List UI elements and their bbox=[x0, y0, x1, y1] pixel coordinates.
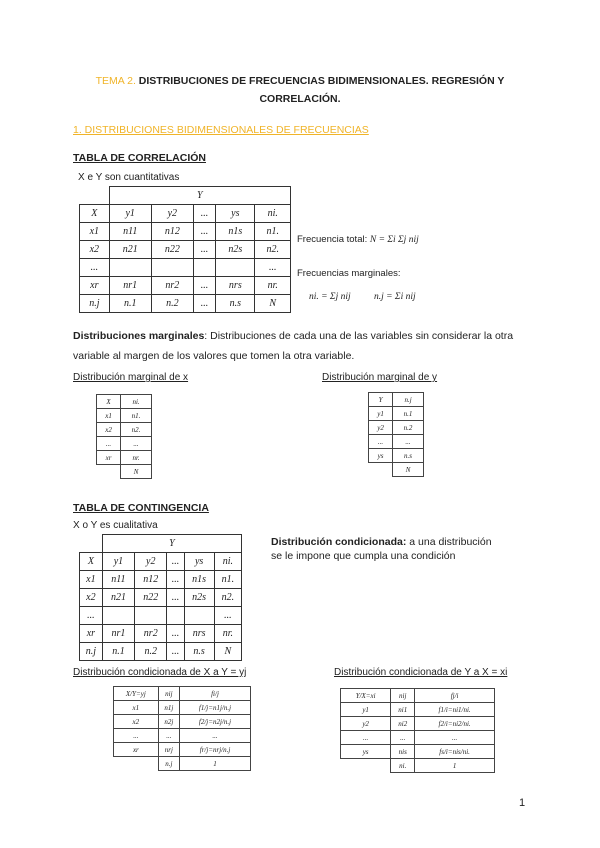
table-cell: ys bbox=[341, 745, 391, 759]
table-cell: N bbox=[255, 295, 291, 313]
table-cell: n.s bbox=[184, 643, 214, 661]
table-cell: f2/j=n2j/n.j bbox=[180, 715, 251, 729]
table-cell: Y/X=xi bbox=[341, 689, 391, 703]
table-cell: n21 bbox=[102, 589, 134, 607]
table-row bbox=[114, 687, 251, 701]
table-cell: y2 bbox=[135, 553, 167, 571]
table-cell: nr. bbox=[121, 451, 152, 465]
table-row bbox=[80, 625, 242, 643]
table-cell: x1 bbox=[97, 409, 121, 423]
table-cell: ni. bbox=[255, 205, 291, 223]
table-cell: n2s bbox=[216, 241, 255, 259]
table-cell bbox=[184, 607, 214, 625]
table-cell: ... bbox=[167, 625, 184, 643]
table-row bbox=[80, 223, 291, 241]
table-cell: nrj bbox=[158, 743, 179, 757]
table-cell: fi/j bbox=[180, 687, 251, 701]
table-cell: n21 bbox=[109, 241, 151, 259]
table-cell: y2 bbox=[151, 205, 193, 223]
table-cell bbox=[97, 465, 121, 479]
table-cell: ... bbox=[193, 295, 215, 313]
table-cell: n.1 bbox=[393, 407, 424, 421]
table-cell bbox=[80, 535, 103, 553]
table-row bbox=[80, 277, 291, 295]
table-cell: n1s bbox=[216, 223, 255, 241]
table-cell: n.j bbox=[80, 643, 103, 661]
table-cell: ... bbox=[193, 223, 215, 241]
table-cell: nij bbox=[391, 689, 415, 703]
table-cell: n2. bbox=[121, 423, 152, 437]
table-cell: ... bbox=[255, 259, 291, 277]
table-cell: ni. bbox=[391, 759, 415, 773]
table-row bbox=[80, 241, 291, 259]
table-cell: nrs bbox=[216, 277, 255, 295]
freq-total bbox=[297, 234, 419, 245]
table-row bbox=[341, 731, 495, 745]
table-cell: x1 bbox=[114, 701, 159, 715]
table-row bbox=[114, 743, 251, 757]
table-row bbox=[80, 295, 291, 313]
table-cell bbox=[102, 607, 134, 625]
table-cell bbox=[341, 759, 391, 773]
table-cell: nrs bbox=[184, 625, 214, 643]
table-cell: ni1 bbox=[391, 703, 415, 717]
table-cell: n.2 bbox=[151, 295, 193, 313]
table-cell: n.1 bbox=[109, 295, 151, 313]
table-cell: xr bbox=[97, 451, 121, 465]
table-cell: f2/i=ni2/ni. bbox=[415, 717, 495, 731]
table-cell: ys bbox=[369, 449, 393, 463]
table-cell: n22 bbox=[135, 589, 167, 607]
marginal-paragraph bbox=[73, 326, 533, 366]
table-cell: n2. bbox=[255, 241, 291, 259]
table-cell: ... bbox=[80, 607, 103, 625]
table-cell: ni. bbox=[121, 395, 152, 409]
table-cell: nr2 bbox=[135, 625, 167, 643]
correlation-note: X e Y son cuantitativas bbox=[78, 172, 180, 183]
table-cell: ... bbox=[341, 731, 391, 745]
table-cell: Y bbox=[369, 393, 393, 407]
table-cell: ... bbox=[180, 729, 251, 743]
table-cell: X bbox=[97, 395, 121, 409]
table-cell: ... bbox=[80, 259, 110, 277]
table-row bbox=[80, 589, 242, 607]
table-cell: nr1 bbox=[102, 625, 134, 643]
table-cell bbox=[369, 463, 393, 477]
table-cell bbox=[167, 607, 184, 625]
table-cell: ni. bbox=[214, 553, 241, 571]
table-cell: nr. bbox=[255, 277, 291, 295]
table-cell: y1 bbox=[102, 553, 134, 571]
table-cell: ys bbox=[216, 205, 255, 223]
y-header-cell: Y bbox=[109, 187, 290, 205]
table-cell: ... bbox=[391, 731, 415, 745]
table-row bbox=[97, 437, 152, 451]
table-row bbox=[97, 465, 152, 479]
cond-yx-title: Distribución condicionada de Y a X = xi bbox=[334, 667, 508, 678]
table-cell: X bbox=[80, 205, 110, 223]
conditional-text-1: a una distribución bbox=[409, 536, 492, 548]
table-cell: ... bbox=[167, 571, 184, 589]
table-cell bbox=[114, 757, 159, 771]
table-cell: xr bbox=[80, 625, 103, 643]
table-cell: ... bbox=[167, 553, 184, 571]
table-cell: n.2 bbox=[135, 643, 167, 661]
table-row bbox=[341, 717, 495, 731]
table-row bbox=[369, 463, 424, 477]
table-cell: ... bbox=[393, 435, 424, 449]
table-row bbox=[80, 643, 242, 661]
cond-yx-table bbox=[340, 688, 495, 773]
table-cell: ... bbox=[114, 729, 159, 743]
title-main: DISTRIBUCIONES DE FRECUENCIAS BIDIMENSIONALES. REGRESIÓN Y CORRELACIÓN. bbox=[138, 75, 505, 105]
table-cell: fr/j=nrj/n.j bbox=[180, 743, 251, 757]
freq-marginal-formula-2: n.j = Σi nij bbox=[374, 292, 416, 302]
table-cell: ni2 bbox=[391, 717, 415, 731]
table-cell: n12 bbox=[151, 223, 193, 241]
table-cell: n1s bbox=[184, 571, 214, 589]
table-cell: N bbox=[393, 463, 424, 477]
table-cell: n11 bbox=[102, 571, 134, 589]
table-row bbox=[369, 393, 424, 407]
table-cell: X bbox=[80, 553, 103, 571]
conditional-definition bbox=[271, 535, 492, 563]
y-header-cell: Y bbox=[102, 535, 241, 553]
table-cell: y1 bbox=[109, 205, 151, 223]
section-heading: 1. DISTRIBUCIONES BIDIMENSIONALES DE FRECUENCIAS bbox=[73, 124, 369, 136]
table-cell: n2s bbox=[184, 589, 214, 607]
freq-total-formula: N = Σi Σj nij bbox=[369, 235, 419, 245]
table-cell: nr2 bbox=[151, 277, 193, 295]
table-cell: X/Y=yj bbox=[114, 687, 159, 701]
table-row bbox=[80, 607, 242, 625]
table-cell: xr bbox=[114, 743, 159, 757]
correlation-table bbox=[79, 186, 291, 313]
table-cell: f1/j=n1j/n.j bbox=[180, 701, 251, 715]
table-cell: ... bbox=[193, 205, 215, 223]
marginal-term: Distribuciones marginales bbox=[73, 330, 205, 342]
table-cell: n.j bbox=[80, 295, 110, 313]
table-cell: n1j bbox=[158, 701, 179, 715]
table-cell: 1 bbox=[180, 757, 251, 771]
table-cell: n22 bbox=[151, 241, 193, 259]
table-cell: ... bbox=[193, 241, 215, 259]
table-cell: n.2 bbox=[393, 421, 424, 435]
table-cell: ... bbox=[193, 277, 215, 295]
table-cell: fj/i bbox=[415, 689, 495, 703]
contingency-table bbox=[79, 534, 242, 661]
table-cell: n.s bbox=[216, 295, 255, 313]
table-cell: n12 bbox=[135, 571, 167, 589]
table-cell: ... bbox=[97, 437, 121, 451]
table-cell: n.s bbox=[393, 449, 424, 463]
table-cell: n2j bbox=[158, 715, 179, 729]
table-row bbox=[341, 759, 495, 773]
table-cell: n1. bbox=[121, 409, 152, 423]
page-number: 1 bbox=[519, 797, 526, 809]
conditional-text-2: se le impone que cumpla una condición bbox=[271, 550, 456, 562]
freq-marginal-formula-1: ni. = Σj nij bbox=[309, 292, 351, 302]
table-row bbox=[97, 423, 152, 437]
table-cell: nij bbox=[158, 687, 179, 701]
conditional-term: Distribución condicionada: bbox=[271, 536, 407, 548]
table-cell: y2 bbox=[369, 421, 393, 435]
table-row bbox=[114, 701, 251, 715]
table-cell: x2 bbox=[80, 589, 103, 607]
table-cell: y2 bbox=[341, 717, 391, 731]
table-cell: ys bbox=[184, 553, 214, 571]
table-cell: 1 bbox=[415, 759, 495, 773]
freq-marginal-label: Frecuencias marginales: bbox=[297, 268, 401, 279]
marginal-x-table bbox=[96, 394, 152, 479]
table-cell: ... bbox=[167, 643, 184, 661]
marginal-y-title: Distribución marginal de y bbox=[322, 372, 438, 383]
table-row bbox=[369, 421, 424, 435]
table-cell: ... bbox=[214, 607, 241, 625]
table-cell bbox=[151, 259, 193, 277]
table-cell: x1 bbox=[80, 223, 110, 241]
table-row bbox=[80, 187, 291, 205]
table-row bbox=[80, 205, 291, 223]
table-cell: n1. bbox=[255, 223, 291, 241]
table-cell: x2 bbox=[114, 715, 159, 729]
marginal-text: : Distribuciones de cada una de las variables sin considerar la otra variable al margen de los valores que tomen la otra variable. bbox=[73, 330, 514, 362]
table-cell: n11 bbox=[109, 223, 151, 241]
table-cell: xr bbox=[80, 277, 110, 295]
table-row bbox=[114, 757, 251, 771]
page-title bbox=[70, 72, 530, 108]
table-cell bbox=[135, 607, 167, 625]
table-cell: ... bbox=[158, 729, 179, 743]
table-row bbox=[97, 409, 152, 423]
freq-total-label: Frecuencia total: bbox=[297, 234, 368, 245]
table-cell: ... bbox=[415, 731, 495, 745]
marginal-x-title: Distribución marginal de x bbox=[73, 372, 189, 383]
table-row bbox=[97, 395, 152, 409]
table-cell: n.j bbox=[393, 393, 424, 407]
table-row bbox=[369, 407, 424, 421]
table-cell: ... bbox=[369, 435, 393, 449]
table-cell: nis bbox=[391, 745, 415, 759]
table-cell: y1 bbox=[369, 407, 393, 421]
table-cell: nr. bbox=[214, 625, 241, 643]
table-cell bbox=[109, 259, 151, 277]
marginal-y-table bbox=[368, 392, 424, 477]
cond-xy-title: Distribución condicionada de X a Y = yj bbox=[73, 667, 247, 678]
table-cell bbox=[80, 187, 110, 205]
table-cell bbox=[216, 259, 255, 277]
table-cell: y1 bbox=[341, 703, 391, 717]
table-cell: ... bbox=[167, 589, 184, 607]
table-cell: n1. bbox=[214, 571, 241, 589]
table-cell: x2 bbox=[97, 423, 121, 437]
table-cell: fs/i=nis/ni. bbox=[415, 745, 495, 759]
correlation-heading: TABLA DE CORRELACIÓN bbox=[73, 152, 206, 164]
table-cell: nr1 bbox=[109, 277, 151, 295]
table-cell: x2 bbox=[80, 241, 110, 259]
table-row bbox=[341, 689, 495, 703]
contingency-note: X o Y es cualitativa bbox=[73, 520, 158, 531]
table-row bbox=[114, 729, 251, 743]
table-cell: N bbox=[121, 465, 152, 479]
contingency-heading: TABLA DE CONTINGENCIA bbox=[73, 502, 209, 514]
table-cell bbox=[193, 259, 215, 277]
table-cell: n.j bbox=[158, 757, 179, 771]
title-prefix: TEMA 2. bbox=[95, 75, 136, 87]
table-row bbox=[80, 553, 242, 571]
cond-xy-table bbox=[113, 686, 251, 771]
table-cell: x1 bbox=[80, 571, 103, 589]
table-row bbox=[114, 715, 251, 729]
table-cell: n2. bbox=[214, 589, 241, 607]
table-cell: ... bbox=[121, 437, 152, 451]
table-row bbox=[80, 535, 242, 553]
table-cell: f1/i=ni1/ni. bbox=[415, 703, 495, 717]
table-row bbox=[97, 451, 152, 465]
table-row bbox=[369, 449, 424, 463]
table-cell: n.1 bbox=[102, 643, 134, 661]
table-row bbox=[341, 745, 495, 759]
table-row bbox=[341, 703, 495, 717]
table-row bbox=[80, 571, 242, 589]
table-cell: N bbox=[214, 643, 241, 661]
table-row bbox=[80, 259, 291, 277]
table-row bbox=[369, 435, 424, 449]
